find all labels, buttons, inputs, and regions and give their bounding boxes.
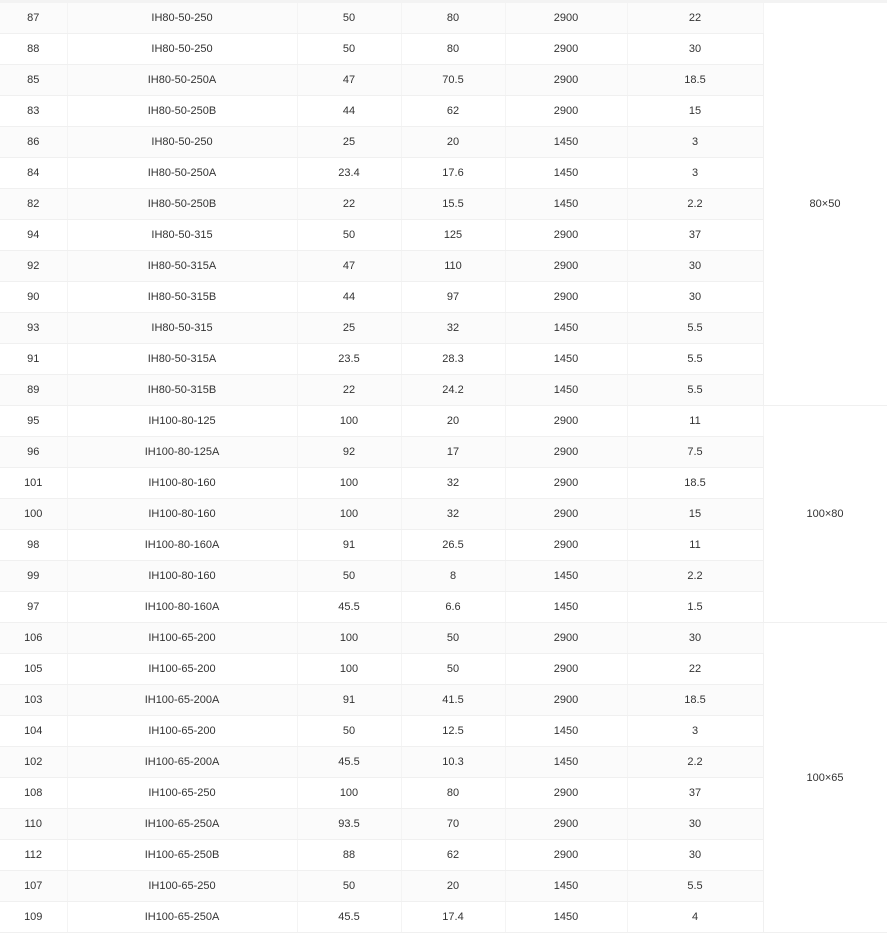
head-cell: 70 — [401, 809, 505, 840]
speed-cell: 2900 — [505, 282, 627, 313]
power-cell: 37 — [627, 778, 763, 809]
row-number-cell: 100 — [0, 499, 67, 530]
model-cell: IH80-50-250B — [67, 96, 297, 127]
speed-cell: 2900 — [505, 251, 627, 282]
flow-cell: 47 — [297, 65, 401, 96]
speed-cell: 2900 — [505, 809, 627, 840]
power-cell: 7.5 — [627, 437, 763, 468]
model-cell: IH100-80-125A — [67, 437, 297, 468]
flow-cell: 45.5 — [297, 902, 401, 933]
model-cell: IH100-65-250A — [67, 809, 297, 840]
row-number-cell: 89 — [0, 375, 67, 406]
power-cell: 5.5 — [627, 313, 763, 344]
flow-cell: 45.5 — [297, 747, 401, 778]
head-cell: 28.3 — [401, 344, 505, 375]
model-cell: IH80-50-315 — [67, 313, 297, 344]
speed-cell: 2900 — [505, 96, 627, 127]
model-cell: IH80-50-315B — [67, 282, 297, 313]
head-cell: 10.3 — [401, 747, 505, 778]
flow-cell: 91 — [297, 685, 401, 716]
speed-cell: 1450 — [505, 313, 627, 344]
flow-cell: 50 — [297, 561, 401, 592]
power-cell: 2.2 — [627, 561, 763, 592]
speed-cell: 2900 — [505, 65, 627, 96]
table-row — [0, 437, 887, 468]
head-cell: 17.6 — [401, 158, 505, 189]
flow-cell: 50 — [297, 34, 401, 65]
head-cell: 62 — [401, 96, 505, 127]
model-cell: IH100-80-160 — [67, 468, 297, 499]
row-number-cell: 95 — [0, 406, 67, 437]
power-cell: 30 — [627, 623, 763, 654]
flow-cell: 23.5 — [297, 344, 401, 375]
head-cell: 20 — [401, 127, 505, 158]
flow-cell: 100 — [297, 778, 401, 809]
table-row — [0, 561, 887, 592]
pump-spec-table — [0, 3, 887, 933]
power-cell: 30 — [627, 809, 763, 840]
flow-cell: 23.4 — [297, 158, 401, 189]
head-cell: 110 — [401, 251, 505, 282]
flow-cell: 22 — [297, 375, 401, 406]
head-cell: 97 — [401, 282, 505, 313]
row-number-cell: 93 — [0, 313, 67, 344]
flow-cell: 50 — [297, 3, 401, 34]
flow-cell: 91 — [297, 530, 401, 561]
table-row — [0, 313, 887, 344]
row-number-cell: 103 — [0, 685, 67, 716]
speed-cell: 1450 — [505, 902, 627, 933]
table-row — [0, 530, 887, 561]
pump-spec-table-container — [0, 3, 887, 933]
power-cell: 1.5 — [627, 592, 763, 623]
head-cell: 41.5 — [401, 685, 505, 716]
flow-cell: 50 — [297, 220, 401, 251]
table-row — [0, 34, 887, 65]
head-cell: 12.5 — [401, 716, 505, 747]
head-cell: 20 — [401, 871, 505, 902]
speed-cell: 2900 — [505, 437, 627, 468]
flow-cell: 25 — [297, 127, 401, 158]
speed-cell: 2900 — [505, 654, 627, 685]
model-cell: IH100-80-125 — [67, 406, 297, 437]
head-cell: 32 — [401, 468, 505, 499]
speed-cell: 2900 — [505, 406, 627, 437]
power-cell: 3 — [627, 127, 763, 158]
head-cell: 17.4 — [401, 902, 505, 933]
row-number-cell: 86 — [0, 127, 67, 158]
speed-cell: 1450 — [505, 158, 627, 189]
table-row — [0, 127, 887, 158]
table-row — [0, 375, 887, 406]
model-cell: IH80-50-315A — [67, 251, 297, 282]
speed-cell: 2900 — [505, 34, 627, 65]
flow-cell: 50 — [297, 716, 401, 747]
row-number-cell: 83 — [0, 96, 67, 127]
speed-cell: 1450 — [505, 871, 627, 902]
row-number-cell: 112 — [0, 840, 67, 871]
model-cell: IH80-50-315B — [67, 375, 297, 406]
speed-cell: 2900 — [505, 840, 627, 871]
power-cell: 2.2 — [627, 747, 763, 778]
row-number-cell: 82 — [0, 189, 67, 220]
power-cell: 3 — [627, 158, 763, 189]
speed-cell: 1450 — [505, 375, 627, 406]
flow-cell: 22 — [297, 189, 401, 220]
table-row — [0, 592, 887, 623]
table-row — [0, 406, 887, 437]
power-cell: 15 — [627, 499, 763, 530]
outlet-size-group-cell: 100×65 — [763, 623, 887, 933]
row-number-cell: 85 — [0, 65, 67, 96]
speed-cell: 1450 — [505, 716, 627, 747]
power-cell: 22 — [627, 654, 763, 685]
power-cell: 3 — [627, 716, 763, 747]
table-row — [0, 158, 887, 189]
table-row — [0, 654, 887, 685]
table-row — [0, 344, 887, 375]
model-cell: IH100-80-160 — [67, 561, 297, 592]
flow-cell: 93.5 — [297, 809, 401, 840]
head-cell: 20 — [401, 406, 505, 437]
row-number-cell: 91 — [0, 344, 67, 375]
model-cell: IH80-50-250 — [67, 34, 297, 65]
outlet-size-group-cell: 80×50 — [763, 3, 887, 406]
head-cell: 24.2 — [401, 375, 505, 406]
row-number-cell: 110 — [0, 809, 67, 840]
head-cell: 32 — [401, 313, 505, 344]
speed-cell: 2900 — [505, 220, 627, 251]
model-cell: IH100-80-160A — [67, 530, 297, 561]
speed-cell: 2900 — [505, 468, 627, 499]
flow-cell: 25 — [297, 313, 401, 344]
head-cell: 17 — [401, 437, 505, 468]
power-cell: 18.5 — [627, 468, 763, 499]
table-row — [0, 220, 887, 251]
model-cell: IH80-50-250B — [67, 189, 297, 220]
power-cell: 18.5 — [627, 685, 763, 716]
row-number-cell: 104 — [0, 716, 67, 747]
table-row — [0, 716, 887, 747]
speed-cell: 2900 — [505, 623, 627, 654]
power-cell: 5.5 — [627, 871, 763, 902]
head-cell: 50 — [401, 623, 505, 654]
row-number-cell: 97 — [0, 592, 67, 623]
table-row — [0, 778, 887, 809]
flow-cell: 50 — [297, 871, 401, 902]
flow-cell: 100 — [297, 654, 401, 685]
row-number-cell: 94 — [0, 220, 67, 251]
head-cell: 125 — [401, 220, 505, 251]
head-cell: 80 — [401, 778, 505, 809]
model-cell: IH100-65-250 — [67, 778, 297, 809]
head-cell: 6.6 — [401, 592, 505, 623]
table-row — [0, 840, 887, 871]
row-number-cell: 106 — [0, 623, 67, 654]
row-number-cell: 90 — [0, 282, 67, 313]
model-cell: IH80-50-250A — [67, 65, 297, 96]
row-number-cell: 92 — [0, 251, 67, 282]
power-cell: 5.5 — [627, 344, 763, 375]
flow-cell: 44 — [297, 96, 401, 127]
row-number-cell: 99 — [0, 561, 67, 592]
row-number-cell: 96 — [0, 437, 67, 468]
speed-cell: 2900 — [505, 3, 627, 34]
speed-cell: 1450 — [505, 344, 627, 375]
table-row — [0, 747, 887, 778]
row-number-cell: 88 — [0, 34, 67, 65]
table-row — [0, 685, 887, 716]
speed-cell: 1450 — [505, 747, 627, 778]
head-cell: 32 — [401, 499, 505, 530]
flow-cell: 100 — [297, 468, 401, 499]
table-row — [0, 809, 887, 840]
flow-cell: 100 — [297, 406, 401, 437]
row-number-cell: 87 — [0, 3, 67, 34]
model-cell: IH100-65-250B — [67, 840, 297, 871]
speed-cell: 2900 — [505, 685, 627, 716]
model-cell: IH100-65-250A — [67, 902, 297, 933]
table-row — [0, 282, 887, 313]
model-cell: IH100-65-200 — [67, 623, 297, 654]
head-cell: 8 — [401, 561, 505, 592]
table-row — [0, 871, 887, 902]
model-cell: IH100-80-160A — [67, 592, 297, 623]
model-cell: IH100-65-200A — [67, 747, 297, 778]
model-cell: IH80-50-250 — [67, 127, 297, 158]
outlet-size-group-cell: 100×80 — [763, 406, 887, 623]
speed-cell: 2900 — [505, 530, 627, 561]
model-cell: IH80-50-315 — [67, 220, 297, 251]
speed-cell: 1450 — [505, 592, 627, 623]
flow-cell: 100 — [297, 623, 401, 654]
head-cell: 80 — [401, 34, 505, 65]
model-cell: IH100-65-200 — [67, 654, 297, 685]
head-cell: 26.5 — [401, 530, 505, 561]
model-cell: IH80-50-250A — [67, 158, 297, 189]
table-row — [0, 251, 887, 282]
table-body — [0, 3, 887, 933]
head-cell: 80 — [401, 3, 505, 34]
flow-cell: 47 — [297, 251, 401, 282]
model-cell: IH100-65-250 — [67, 871, 297, 902]
row-number-cell: 101 — [0, 468, 67, 499]
flow-cell: 45.5 — [297, 592, 401, 623]
row-number-cell: 102 — [0, 747, 67, 778]
table-row — [0, 96, 887, 127]
table-row — [0, 65, 887, 96]
power-cell: 37 — [627, 220, 763, 251]
table-row — [0, 189, 887, 220]
table-row — [0, 3, 887, 34]
row-number-cell: 105 — [0, 654, 67, 685]
row-number-cell: 109 — [0, 902, 67, 933]
speed-cell: 2900 — [505, 499, 627, 530]
speed-cell: 1450 — [505, 561, 627, 592]
power-cell: 5.5 — [627, 375, 763, 406]
table-row — [0, 499, 887, 530]
flow-cell: 44 — [297, 282, 401, 313]
flow-cell: 88 — [297, 840, 401, 871]
flow-cell: 100 — [297, 499, 401, 530]
table-row — [0, 623, 887, 654]
row-number-cell: 98 — [0, 530, 67, 561]
head-cell: 50 — [401, 654, 505, 685]
power-cell: 22 — [627, 3, 763, 34]
speed-cell: 1450 — [505, 127, 627, 158]
row-number-cell: 107 — [0, 871, 67, 902]
power-cell: 30 — [627, 251, 763, 282]
power-cell: 2.2 — [627, 189, 763, 220]
flow-cell: 92 — [297, 437, 401, 468]
head-cell: 70.5 — [401, 65, 505, 96]
row-number-cell: 84 — [0, 158, 67, 189]
power-cell: 4 — [627, 902, 763, 933]
power-cell: 11 — [627, 530, 763, 561]
table-row — [0, 468, 887, 499]
power-cell: 30 — [627, 282, 763, 313]
power-cell: 30 — [627, 34, 763, 65]
power-cell: 30 — [627, 840, 763, 871]
head-cell: 62 — [401, 840, 505, 871]
power-cell: 18.5 — [627, 65, 763, 96]
power-cell: 11 — [627, 406, 763, 437]
head-cell: 15.5 — [401, 189, 505, 220]
model-cell: IH100-80-160 — [67, 499, 297, 530]
row-number-cell: 108 — [0, 778, 67, 809]
model-cell: IH100-65-200 — [67, 716, 297, 747]
table-row — [0, 902, 887, 933]
speed-cell: 2900 — [505, 778, 627, 809]
power-cell: 15 — [627, 96, 763, 127]
model-cell: IH80-50-315A — [67, 344, 297, 375]
model-cell: IH80-50-250 — [67, 3, 297, 34]
speed-cell: 1450 — [505, 189, 627, 220]
model-cell: IH100-65-200A — [67, 685, 297, 716]
